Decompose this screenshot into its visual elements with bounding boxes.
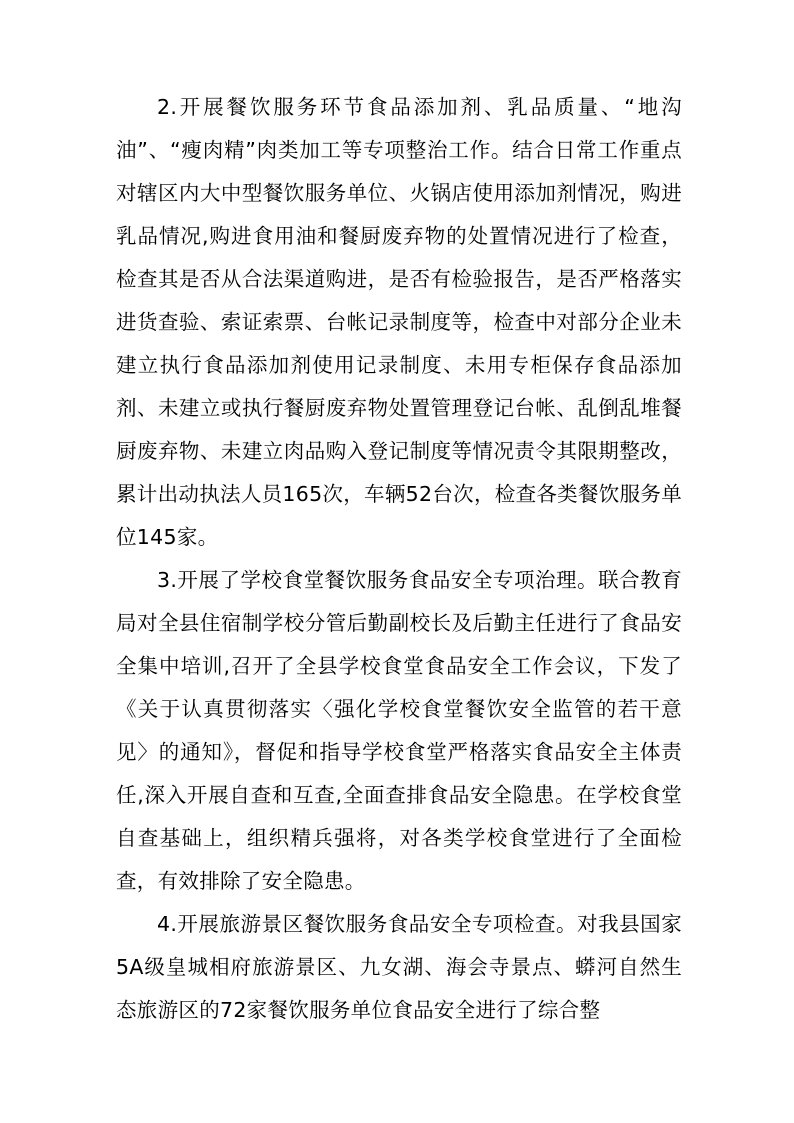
document-page xyxy=(116,86,682,1032)
paragraph-item-2: 2.开展餐饮服务环节食品添加剂、乳品质量、“地沟油”、“瘦肉精”肉类加工等专项整治工作。结合日常工作重点对辖区内大中型餐饮服务单位、火锅店使用添加剂情况，购进乳品情况,购进食用油和餐厨废弃物的处置情况进行了检查，检查其是否从合法渠道购进，是否有检验报告，是否严格落实进货查验、索证索票、台帐记录制度等，检查中对部分企业未建立执行食品添加剂使用记录制度、未用专柜保存食品添加剂、未建立或执行餐厨废弃物处置管理登记台帐、乱倒乱堆餐厨废弃物、未建立肉品购入登记制度等情况责令其限期整改，累计出动执法人员165次，车辆52台次，检查各类餐饮服务单位145家。 xyxy=(116,95,682,549)
paragraph-item-4: 4.开展旅游景区餐饮服务食品安全专项检查。对我县国家5A级皇城相府旅游景区、九女湖、海会寺景点、蟒河自然生态旅游区的72家餐饮服务单位食品安全进行了综合整 xyxy=(116,912,682,1022)
paragraph-item-3: 3.开展了学校食堂餐饮服务食品安全专项治理。联合教育局对全县住宿制学校分管后勤副校长及后勤主任进行了食品安全集中培训,召开了全县学校食堂食品安全工作会议，下发了《关于认真贯彻落实〈强化学校食堂餐饮安全监管的若干意见〉的通知》，督促和指导学校食堂严格落实食品安全主体责任,深入开展自查和互查,全面查排食品安全隐患。在学校食堂自查基础上，组织精兵强将，对各类学校食堂进行了全面检查，有效排除了安全隐患。 xyxy=(116,568,682,893)
